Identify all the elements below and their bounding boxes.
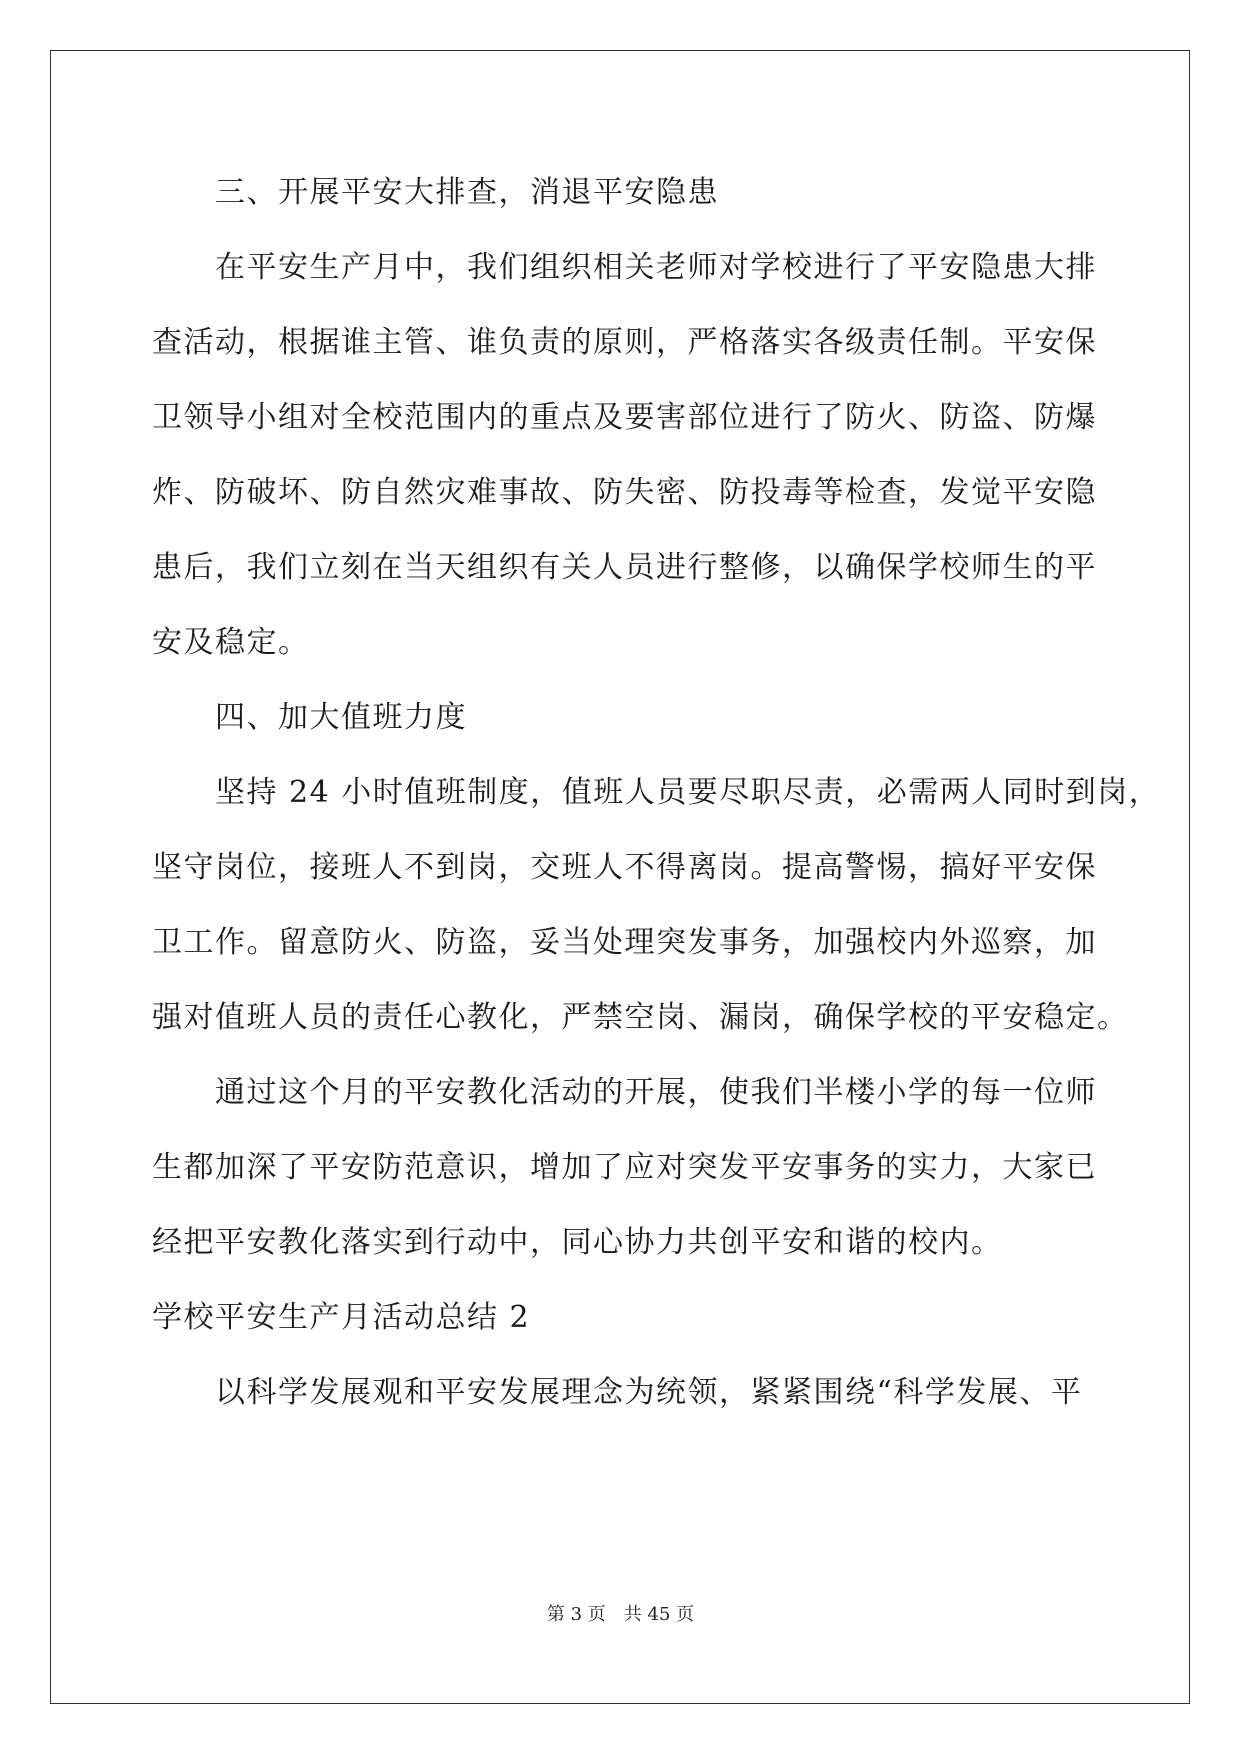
paragraph-line: 坚持 24 小时值班制度，值班人员要尽职尽责，必需两人同时到岗， bbox=[215, 775, 1161, 810]
page-number-footer: 第 3 页 共 45 页 bbox=[546, 1604, 695, 1625]
paragraph-line: 卫领导小组对全校范围内的重点及要害部位进行了防火、防盗、防爆 bbox=[152, 400, 1097, 435]
paragraph-line: 查活动，根据谁主管、谁负责的原则，严格落实各级责任制。平安保 bbox=[152, 325, 1097, 360]
paragraph-line: 患后，我们立刻在当天组织有关人员进行整修，以确保学校师生的平 bbox=[152, 550, 1097, 585]
paragraph-line: 安及稳定。 bbox=[152, 625, 310, 660]
section-heading-3: 三、开展平安大排查，消退平安隐患 bbox=[215, 175, 719, 210]
paragraph-line: 卫工作。留意防火、防盗，妥当处理突发事务，加强校内外巡察，加 bbox=[152, 925, 1097, 960]
paragraph-line: 经把平安教化落实到行动中，同心协力共创平安和谐的校内。 bbox=[152, 1225, 1003, 1260]
document-title: 学校平安生产月活动总结 2 bbox=[152, 1300, 531, 1335]
paragraph-line: 炸、防破坏、防自然灾难事故、防失密、防投毒等检查，发觉平安隐 bbox=[152, 475, 1097, 510]
paragraph-line: 生都加深了平安防范意识，增加了应对突发平安事务的实力，大家已 bbox=[152, 1150, 1097, 1185]
section-heading-4: 四、加大值班力度 bbox=[215, 700, 467, 735]
paragraph-line: 通过这个月的平安教化活动的开展，使我们半楼小学的每一位师 bbox=[215, 1075, 1097, 1110]
paragraph-line: 强对值班人员的责任心教化，严禁空岗、漏岗，确保学校的平安稳定。 bbox=[152, 1000, 1129, 1035]
paragraph-line: 以科学发展观和平安发展理念为统领，紧紧围绕“科学发展、平 bbox=[215, 1375, 1083, 1410]
paragraph-line: 在平安生产月中，我们组织相关老师对学校进行了平安隐患大排 bbox=[215, 250, 1097, 285]
paragraph-line: 坚守岗位，接班人不到岗，交班人不得离岗。提高警惕，搞好平安保 bbox=[152, 850, 1097, 885]
